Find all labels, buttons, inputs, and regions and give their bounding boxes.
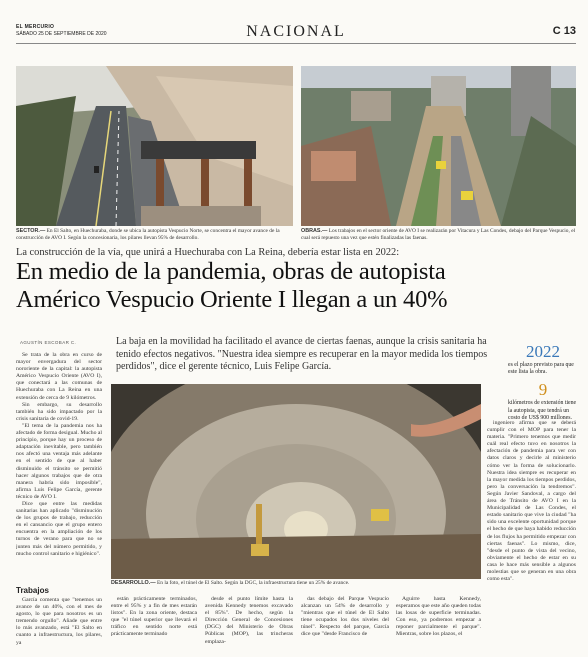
paragraph: das debajo del Parque Vespucio alcanzan un 54% de desarrollo y "mientras que el túnel de El Salto tiene ocupados los dos niveles del túnel". Respecto del parque, García dice que "desde Francisco de [301, 596, 389, 638]
highway-photo [16, 66, 293, 226]
page-number: C 13 [552, 25, 576, 37]
article-column-1-cont [16, 597, 102, 653]
headline-line-1: En medio de la pandemia, obras de autopista [16, 258, 446, 285]
article-column-3 [205, 596, 293, 653]
construction-photo [301, 66, 576, 226]
construction-photo-caption [301, 228, 576, 242]
factbox-km: 9 [538, 380, 548, 400]
tunnel-photo-caption [111, 580, 481, 587]
headline-line-2: Américo Vespucio Oriente I llegan a un 40% [16, 286, 448, 313]
caption-text: En El Salto, en Huechuraba, donde se ubica la autopista Vespucio Norte, se concentra el mayor avance de la construcción de AVO I. Según la concesionaria, los pilares llevan 95% de desarrollo. [16, 228, 280, 241]
byline: AGUSTÍN ESCOBAR C. [20, 340, 77, 345]
section-title: NACIONAL [246, 23, 346, 40]
paragraph: Aguirre hasta Kennedy, esperamos que este año queden todas las losas de superficie terminadas. Con eso, ya podremos empezar a reponer parcialmente el parque". Mientras, sobre los plazos, el [396, 596, 481, 638]
paragraph: Sin embargo, su desarrollo también ha sido impactado por la crisis sanitaria de covid-19. [16, 401, 102, 422]
masthead [16, 22, 576, 44]
article-column-1 [16, 352, 102, 587]
paragraph: "El tema de la pandemia nos ha afectado de forma desigual. Mucho al principio, porque hay un proceso de adaptación inevitable, pero también nos afectó una ventaja más adelante en el sentido de que al haber disminuido el tránsito se permitió hacer algunos trabajos que de otra manera habría sido imposible", afirma Luis Felipe García, gerente técnico de AVO I. [16, 422, 102, 500]
caption-text: En la foto, el túnel de El Salto. Según la DGC, la infraestructura tiene un 25% de avance. [156, 580, 350, 586]
tunnel-photo [111, 384, 481, 579]
article-column-2 [111, 596, 197, 653]
paragraph: desde el punto límite hasta la avenida Kennedy tenemos excavado el 85%". De hecho, según la Dirección General de Concesiones (DGC) del Ministerio de Obras Públicas (MOP), las trincheras emplaza- [205, 596, 293, 645]
article-lead: La baja en la movilidad ha facilitado el avance de ciertas faenas, aunque la crisis sanitaria ha tenido efectos negativos. "Nuestra idea siempre es recuperar en la mayor medida los tiempos perdidos", dice el gerente técnico, Luis Felipe García. [116, 336, 488, 372]
caption-label: DESARROLLO.— [111, 580, 156, 586]
article-subhead: Trabajos [16, 586, 49, 595]
article-column-4 [301, 596, 389, 653]
publication-name: EL MERCURIO [16, 24, 55, 30]
paragraph: Se trata de la obra en curso de mayor envergadura del sector nororiente de la capital: la autopista Américo Vespucio Oriente (AVO I), que conectará a las comunas de Huechuraba con La Reina en una extensión de cerca de 9 kilómetros. [16, 352, 102, 401]
paragraph: ingeniero afirma que se deberá cumplir con el MOP para tener la materia. "Primero tenemos que medir cuál real efecto tuvo en nosotros la afectación de pandemia para ver con datos claros y decirle al ministerio cómo ver la forma de solucionarlo. Nuestra idea siempre es recuperar en la mayor medida los tiempos perdidos, pero la conversación la tendremos". Según Javier Sandoval, a cargo del área de Tránsito de AVO I en la Municipalidad de Las Condes, el estado sanitario que vive la ciudad "ha sido una excelente oportunidad porque el hecho de que haya habido reducción de los flujos ha permitido empezar con ciertas faenas". Lo mismo, dice, "desde el punto de vista del vecino, obviamente el hecho de estar en su casa le hace más sensible a algunos molestias que se generan en una obra como esta". [487, 420, 576, 583]
article-column-5 [396, 596, 481, 653]
caption-label: OBRAS.— [301, 228, 328, 234]
paragraph: Dice que entre las medidas sanitarias han aplicado "disminución de los grupos de trabajo, reducción en el cansancio que el grupo entero encuentra en la ampliación de los turnos de verano para que no se junten más del número permitido, y mucho control sanitario e higiénico". [16, 500, 102, 557]
paragraph: García comenta que "tenemos un avance de un 40%, con el mes de agosto, lo que para nosotros es un tremendo orgullo". Añade que entre lo más avanzado, está "El Salto en cuanto a infraestructura, los pilares, ya [16, 597, 102, 646]
factbox-km-text: kilómetros de extensión tiene la autopista, que tendrá un costo de US$ 900 millones. [508, 400, 577, 421]
article-headline [16, 258, 576, 314]
factbox [508, 342, 578, 422]
paragraph: están prácticamente terminados, entre el 95% y a fin de mes estarán listos". En la zona oriente, destaca que "el túnel superior que llevará el tráfico en sentido norte está prácticamente terminado [111, 596, 197, 638]
publication-date: SÁBADO 25 DE SEPTIEMBRE DE 2020 [16, 31, 107, 37]
caption-label: SECTOR.— [16, 228, 46, 234]
article-column-right [487, 420, 576, 653]
article-kicker: La construcción de la vía, que unirá a Huechuraba con La Reina, debería estar lista en 2022: [16, 247, 400, 258]
caption-text: Los trabajos en el sector oriente de AVO I se realizarán por Vitacura y Las Condes, debajo del Parque Vespucio, el cual será repuesto una vez que estén finalizadas las faenas. [301, 228, 576, 241]
factbox-year-text: es el plazo previsto para que este lista la obra. [508, 362, 574, 376]
highway-photo-caption [16, 228, 293, 242]
factbox-year: 2022 [526, 342, 560, 361]
